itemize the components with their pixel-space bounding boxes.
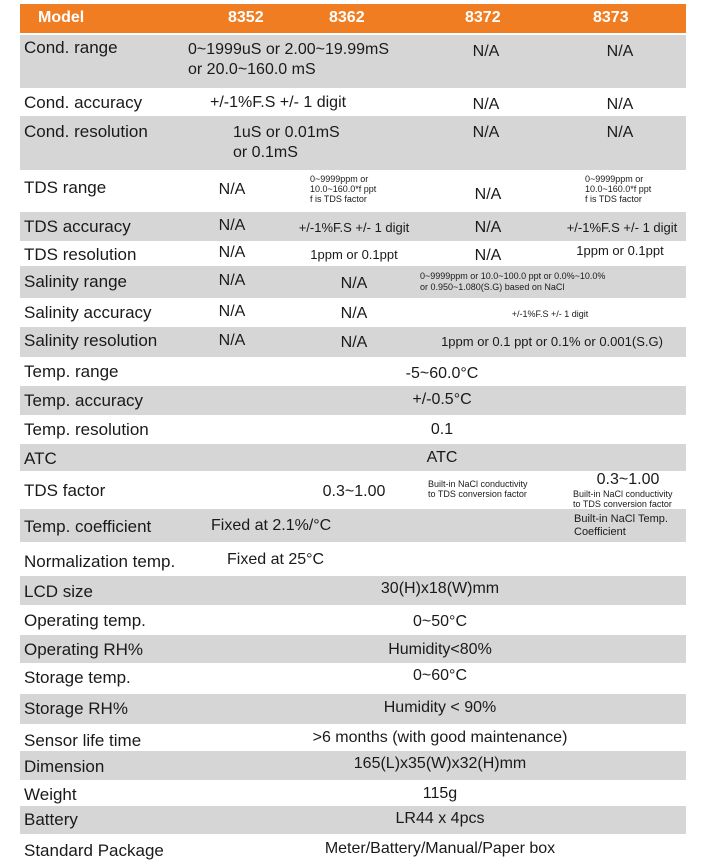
cell-value: 1uS or 0.01mS: [233, 124, 340, 141]
row-label: Cond. accuracy: [24, 93, 143, 112]
model-8373-header: 8373: [593, 9, 629, 26]
row-label: Temp. range: [24, 362, 119, 381]
cell-value: N/A: [340, 305, 368, 322]
cell-value: Fixed at 2.1%/°C: [211, 517, 332, 534]
row-label: TDS resolution: [24, 245, 137, 264]
cell-value: Coefficient: [574, 526, 626, 538]
row-label: Sensor life time: [24, 731, 142, 750]
cell-value: N/A: [606, 96, 634, 113]
cell-value: 0.3~1.00: [596, 471, 660, 488]
cell-value: or 0.1mS: [233, 144, 298, 161]
row-sensor-life: [20, 724, 686, 751]
cell-value: N/A: [340, 334, 368, 351]
row-label: Storage temp.: [24, 668, 131, 687]
cell-value: 0.3~1.00: [322, 483, 386, 500]
row-standard-package: [20, 834, 686, 862]
cell-value: or 20.0~160.0 mS: [188, 61, 316, 78]
row-label: Salinity accuracy: [24, 303, 152, 322]
cell-value: 30(H)x18(W)mm: [380, 580, 500, 597]
cell-value: N/A: [606, 124, 634, 141]
cell-value: N/A: [474, 219, 502, 236]
cell-value: N/A: [218, 244, 246, 261]
row-tds-range: [20, 170, 686, 212]
row-label: LCD size: [24, 582, 93, 601]
cell-value: Fixed at 25°C: [227, 551, 325, 568]
cell-value: 0~50°C: [413, 613, 467, 630]
cell-value: N/A: [474, 186, 502, 203]
cell-value: N/A: [218, 181, 246, 198]
row-dimension: [20, 751, 686, 780]
row-cond-range: [20, 35, 686, 88]
cell-value: 1ppm or 0.1ppt: [576, 243, 664, 258]
cell-value: N/A: [218, 303, 246, 320]
row-label: Cond. range: [24, 38, 118, 57]
cell-value: Meter/Battery/Manual/Paper box: [324, 840, 556, 857]
cell-value: +/-1%F.S +/- 1 digit: [210, 94, 347, 111]
cell-value: 10.0~160.0*f ppt: [310, 184, 377, 194]
cell-value: ATC: [426, 449, 458, 466]
cell-value: f is TDS factor: [585, 194, 642, 204]
cell-value: +/-1%F.S +/- 1 digit: [298, 220, 410, 235]
cell-value: 0~60°C: [413, 667, 467, 684]
cell-value: Humidity<80%: [388, 641, 492, 658]
row-battery: [20, 806, 686, 834]
model-8362-header: 8362: [329, 9, 365, 26]
cell-value: >6 months (with good maintenance): [312, 729, 568, 746]
cell-value: or 0.950~1.080(S.G) based on NaCl: [420, 282, 565, 292]
row-lcd-size: [20, 576, 686, 605]
row-label: Storage RH%: [24, 699, 128, 718]
row-label: Salinity resolution: [24, 331, 158, 350]
row-normalization-temp: [20, 542, 686, 576]
row-operating-temp: [20, 605, 686, 635]
cell-value: 10.0~160.0*f ppt: [585, 184, 652, 194]
cell-value: 1ppm or 0.1ppt: [310, 247, 398, 262]
row-label: TDS factor: [24, 481, 106, 500]
model-8372-header: 8372: [465, 9, 501, 26]
cell-value: 0.1: [430, 421, 454, 438]
cell-value: N/A: [472, 96, 500, 113]
cell-value: 165(L)x35(W)x32(H)mm: [353, 755, 527, 772]
cell-value: 115g: [422, 785, 458, 802]
cell-value: N/A: [340, 275, 368, 292]
row-label: Standard Package: [24, 841, 164, 860]
cell-value: Humidity < 90%: [383, 699, 497, 716]
row-atc: [20, 444, 686, 471]
row-tds-resolution: [20, 241, 686, 266]
cell-value: Built-in NaCl conductivity: [428, 479, 528, 489]
row-label: ATC: [24, 449, 57, 468]
row-weight: [20, 780, 686, 806]
row-salinity-resolution: [20, 327, 686, 357]
model-header: Model: [38, 9, 85, 26]
row-temp-range: [20, 357, 686, 386]
row-label: Cond. resolution: [24, 122, 148, 141]
cell-value: +/-1%F.S +/- 1 digit: [566, 220, 678, 235]
row-operating-rh: [20, 635, 686, 663]
row-label: Dimension: [24, 757, 105, 776]
spec-table: [20, 4, 686, 862]
cell-value: N/A: [474, 247, 502, 264]
row-salinity-accuracy: [20, 298, 686, 327]
cell-value: N/A: [218, 332, 246, 349]
row-tds-factor: [20, 471, 686, 509]
row-label: Temp. resolution: [24, 420, 149, 439]
cell-value: 0~1999uS or 2.00~19.99mS: [188, 41, 390, 58]
row-label: Operating RH%: [24, 640, 144, 659]
row-storage-rh: [20, 694, 686, 724]
row-label: TDS range: [24, 178, 107, 197]
cell-value: 0~9999ppm or: [585, 174, 644, 184]
row-temp-resolution: [20, 415, 686, 444]
row-label: Normalization temp.: [24, 552, 176, 571]
cell-value: N/A: [472, 124, 500, 141]
cell-value: f is TDS factor: [310, 194, 367, 204]
cell-value: to TDS conversion factor: [428, 489, 527, 499]
row-label: Weight: [24, 785, 77, 804]
row-temp-accuracy: [20, 386, 686, 415]
row-label: Operating temp.: [24, 611, 146, 630]
cell-value: 0~9999ppm or 10.0~100.0 ppt or 0.0%~10.0%: [420, 271, 606, 281]
cell-value: to TDS conversion factor: [573, 499, 672, 509]
table-header: [20, 4, 686, 33]
cell-value: Built-in NaCl conductivity: [573, 489, 673, 499]
row-temp-coefficient: [20, 509, 686, 542]
cell-value: N/A: [472, 43, 500, 60]
row-storage-temp: [20, 663, 686, 694]
cell-value: Built-in NaCl Temp.: [574, 513, 668, 525]
row-cond-resolution: [20, 116, 686, 170]
row-label: Salinity range: [24, 272, 128, 291]
cell-value: LR44 x 4pcs: [395, 810, 485, 827]
row-tds-accuracy: [20, 212, 686, 241]
row-label: Temp. coefficient: [24, 517, 152, 536]
row-label: Temp. accuracy: [24, 391, 144, 410]
model-8352-header: 8352: [228, 9, 264, 26]
row-label: TDS accuracy: [24, 217, 131, 236]
row-label: Battery: [24, 810, 78, 829]
cell-value: N/A: [218, 272, 246, 289]
cell-value: +/-0.5°C: [412, 391, 472, 408]
cell-value: N/A: [218, 217, 246, 234]
row-salinity-range: [20, 266, 686, 298]
cell-value: 1ppm or 0.1 ppt or 0.1% or 0.001(S.G): [441, 334, 663, 349]
row-cond-accuracy: [20, 88, 686, 116]
cell-value: -5~60.0°C: [405, 365, 479, 382]
cell-value: 0~9999ppm or: [310, 174, 369, 184]
cell-value: N/A: [606, 43, 634, 60]
cell-value: +/-1%F.S +/- 1 digit: [511, 309, 589, 319]
